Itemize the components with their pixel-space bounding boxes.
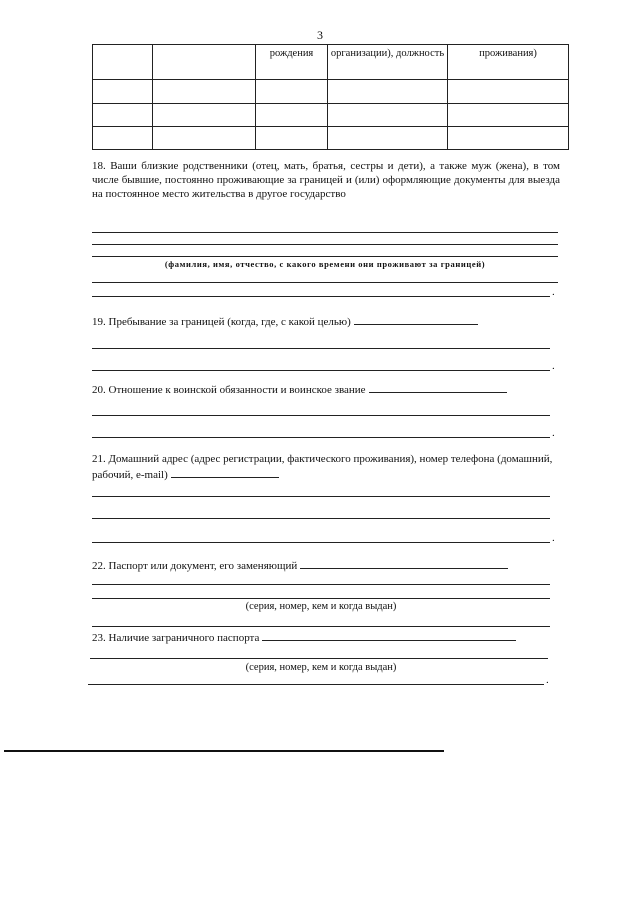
answer-line[interactable] (92, 542, 550, 543)
answer-line[interactable] (92, 256, 558, 257)
table-cell[interactable] (448, 80, 569, 103)
question-22-label: 22. Паспорт или документ, его заменяющий (92, 560, 298, 572)
table-cell[interactable] (93, 80, 153, 103)
answer-line[interactable] (90, 658, 548, 659)
bottom-rule (4, 750, 444, 752)
table-cell[interactable] (328, 103, 448, 126)
question-20-inline-field[interactable] (369, 381, 507, 393)
table-header-cell (153, 45, 256, 80)
answer-line[interactable] (92, 598, 550, 599)
period: . (552, 427, 555, 439)
question-23-label: 23. Наличие заграничного паспорта (92, 632, 260, 644)
question-23-caption: (серия, номер, кем и когда выдан) (245, 662, 397, 673)
table-cell[interactable] (153, 80, 256, 103)
table-cell[interactable] (93, 103, 153, 126)
answer-line[interactable] (92, 282, 558, 283)
period: . (546, 674, 549, 686)
table-cell[interactable] (328, 80, 448, 103)
question-21-label: 21. Домашний адрес (адрес регистрации, фактического проживания), номер телефона (домашний, рабочий, e-mail) (92, 453, 553, 481)
question-22-inline-field[interactable] (300, 557, 508, 569)
question-21-text (92, 452, 562, 482)
question-22-answer[interactable] (92, 570, 550, 584)
table-cell[interactable] (256, 126, 328, 149)
question-18-text: 18. Ваши близкие родственники (отец, мать, братья, сестры и дети), а также муж (жена), в том числе бывшие, постоянно проживающие за границей и (или) оформляющие документы для выезда на постоянное место жительства в другое государство (92, 160, 560, 200)
question-21-answer[interactable] (92, 482, 550, 496)
table-row (93, 103, 569, 126)
question-19-answer[interactable] (92, 334, 550, 348)
answer-line[interactable] (92, 518, 550, 519)
question-18-answer[interactable] (92, 218, 558, 232)
answer-line[interactable] (92, 496, 550, 497)
question-19-inline-field[interactable] (354, 313, 478, 325)
question-23-answer[interactable] (90, 644, 548, 658)
question-20-answer[interactable] (92, 401, 550, 415)
answer-line[interactable] (92, 415, 550, 416)
answer-line[interactable] (92, 296, 550, 297)
question-19-text (92, 313, 562, 329)
table-header-cell (93, 45, 153, 80)
question-18-caption: (фамилия, имя, отчество, с какого времени они проживают за границей) (164, 259, 486, 269)
answer-line[interactable] (92, 437, 550, 438)
table-cell[interactable] (328, 126, 448, 149)
table-cell[interactable] (256, 80, 328, 103)
table-header-cell: проживания) (448, 45, 569, 80)
table-header-cell: рождения (256, 45, 328, 80)
answer-line[interactable] (88, 684, 544, 685)
table-row (93, 80, 569, 103)
answer-line[interactable] (92, 244, 558, 245)
question-20-text (92, 381, 562, 397)
page-number: 3 (317, 28, 323, 42)
table-cell[interactable] (153, 103, 256, 126)
table-cell[interactable] (93, 126, 153, 149)
answer-line[interactable] (92, 348, 550, 349)
answer-line[interactable] (92, 232, 558, 233)
table-header-cell: организации), должность (328, 45, 448, 80)
table-cell[interactable] (448, 103, 569, 126)
table-cell[interactable] (256, 103, 328, 126)
table-header-row (93, 45, 569, 80)
relatives-table (92, 44, 569, 150)
question-22-caption: (серия, номер, кем и когда выдан) (245, 601, 397, 612)
table-cell[interactable] (153, 126, 256, 149)
question-23-inline-field[interactable] (262, 629, 516, 641)
question-21-inline-field[interactable] (171, 466, 279, 478)
period: . (552, 286, 555, 298)
question-19-label: 19. Пребывание за границей (когда, где, с какой целью) (92, 316, 351, 328)
question-20-label: 20. Отношение к воинской обязанности и воинское звание (92, 384, 366, 396)
table-row (93, 126, 569, 149)
question-23-text (92, 629, 562, 645)
answer-line[interactable] (92, 370, 550, 371)
period: . (552, 532, 555, 544)
answer-line[interactable] (92, 626, 550, 627)
table-cell[interactable] (448, 126, 569, 149)
period: . (552, 360, 555, 372)
answer-line[interactable] (92, 584, 550, 585)
